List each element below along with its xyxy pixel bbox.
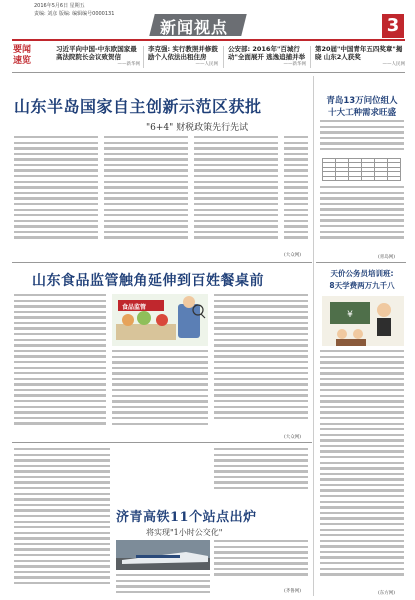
rail-byline: (齐鲁网): [284, 589, 302, 594]
job-demand-table: [322, 158, 401, 181]
briefs-rule: [12, 72, 405, 73]
side-story-1-headline: 青岛13万问位组人: [326, 96, 398, 106]
edition-info: 责编: 刘彦 版编: 编辑编号0000131: [34, 11, 115, 17]
side-story-2-headline: 天价公务员培训班:: [330, 269, 394, 278]
main-body-col-3: [194, 136, 278, 248]
column-divider: [313, 76, 314, 596]
section-rule: [316, 262, 406, 263]
side-story-2-headline-2: 8天学费两万九千八: [329, 281, 395, 290]
brief-byline: ——新华网: [283, 62, 306, 67]
cartoon-sign: 食品监管: [122, 304, 147, 311]
rail-body-col-1: [14, 448, 110, 594]
brief-byline: ——人民网: [382, 62, 405, 67]
brief-divider: [310, 46, 311, 68]
brief-item: [315, 45, 405, 69]
food-body-col-2: [112, 350, 208, 434]
training-cartoon: [322, 296, 404, 346]
svg-text:¥: ¥: [347, 310, 353, 320]
header-rule: [12, 39, 405, 41]
side-story-2-body: [320, 350, 404, 586]
rail-body-col-2: [116, 574, 210, 596]
brief-title: 第20届"中国青年五四奖章"揭晓 山东2人获奖: [315, 45, 403, 61]
side-story-1-byline: (青岛网): [378, 255, 396, 260]
high-speed-train-photo: [116, 540, 210, 570]
main-body-col-1: [14, 136, 98, 248]
main-subhead: "6+4" 财税政策先行先试: [146, 123, 249, 133]
side-story-1-headline-2: 十大工种需求旺盛: [327, 108, 396, 118]
brief-title: 李克强: 实行教照并修鼓励个人依法出租住房: [148, 45, 218, 61]
side-story-1-body-2: [320, 186, 404, 246]
rail-subhead: 将实现"1小时公交化": [146, 528, 223, 537]
food-body-col-3: [214, 294, 308, 434]
side-story-2-byline: (东方网): [378, 591, 396, 596]
main-byline: (大众网): [284, 253, 302, 258]
page-number: 3: [382, 14, 404, 38]
brief-byline: ——人民网: [195, 62, 218, 67]
main-body-col-4: [284, 136, 308, 248]
brief-divider: [223, 46, 224, 68]
brief-item: [56, 45, 140, 69]
main-body-col-2: [104, 136, 188, 248]
section-rule: [12, 442, 312, 443]
food-headline: 山东食品监管触角延伸到百姓餐桌前: [32, 273, 264, 289]
brief-title: 公安部: 2016年"百城行动"全面展开 逃逸追捕并举: [228, 45, 306, 61]
food-byline: (大众网): [284, 435, 302, 440]
page-header: [0, 0, 415, 42]
brief-divider: [143, 46, 144, 68]
issue-date: 2016年5月6日 星期五: [34, 3, 85, 9]
brief-byline: ——新华网: [117, 62, 140, 67]
section-title: 新闻视点: [160, 18, 229, 37]
brief-item: [148, 45, 218, 69]
section-rule: [12, 262, 312, 263]
briefs-label: 要闻速览: [13, 45, 32, 66]
brief-title: 习近平向中国-中东欧国家最高法院院长会议致贺信: [56, 45, 137, 61]
side-story-1-body: [320, 120, 404, 155]
rail-body-col-3: [214, 540, 308, 586]
food-body-col-1: [14, 294, 106, 434]
rail-body-col-top: [214, 448, 308, 498]
rail-headline: 济青高铁11个站点出炉: [116, 510, 257, 525]
brief-item: [228, 45, 306, 69]
main-headline: 山东半岛国家自主创新示范区获批: [14, 97, 262, 116]
